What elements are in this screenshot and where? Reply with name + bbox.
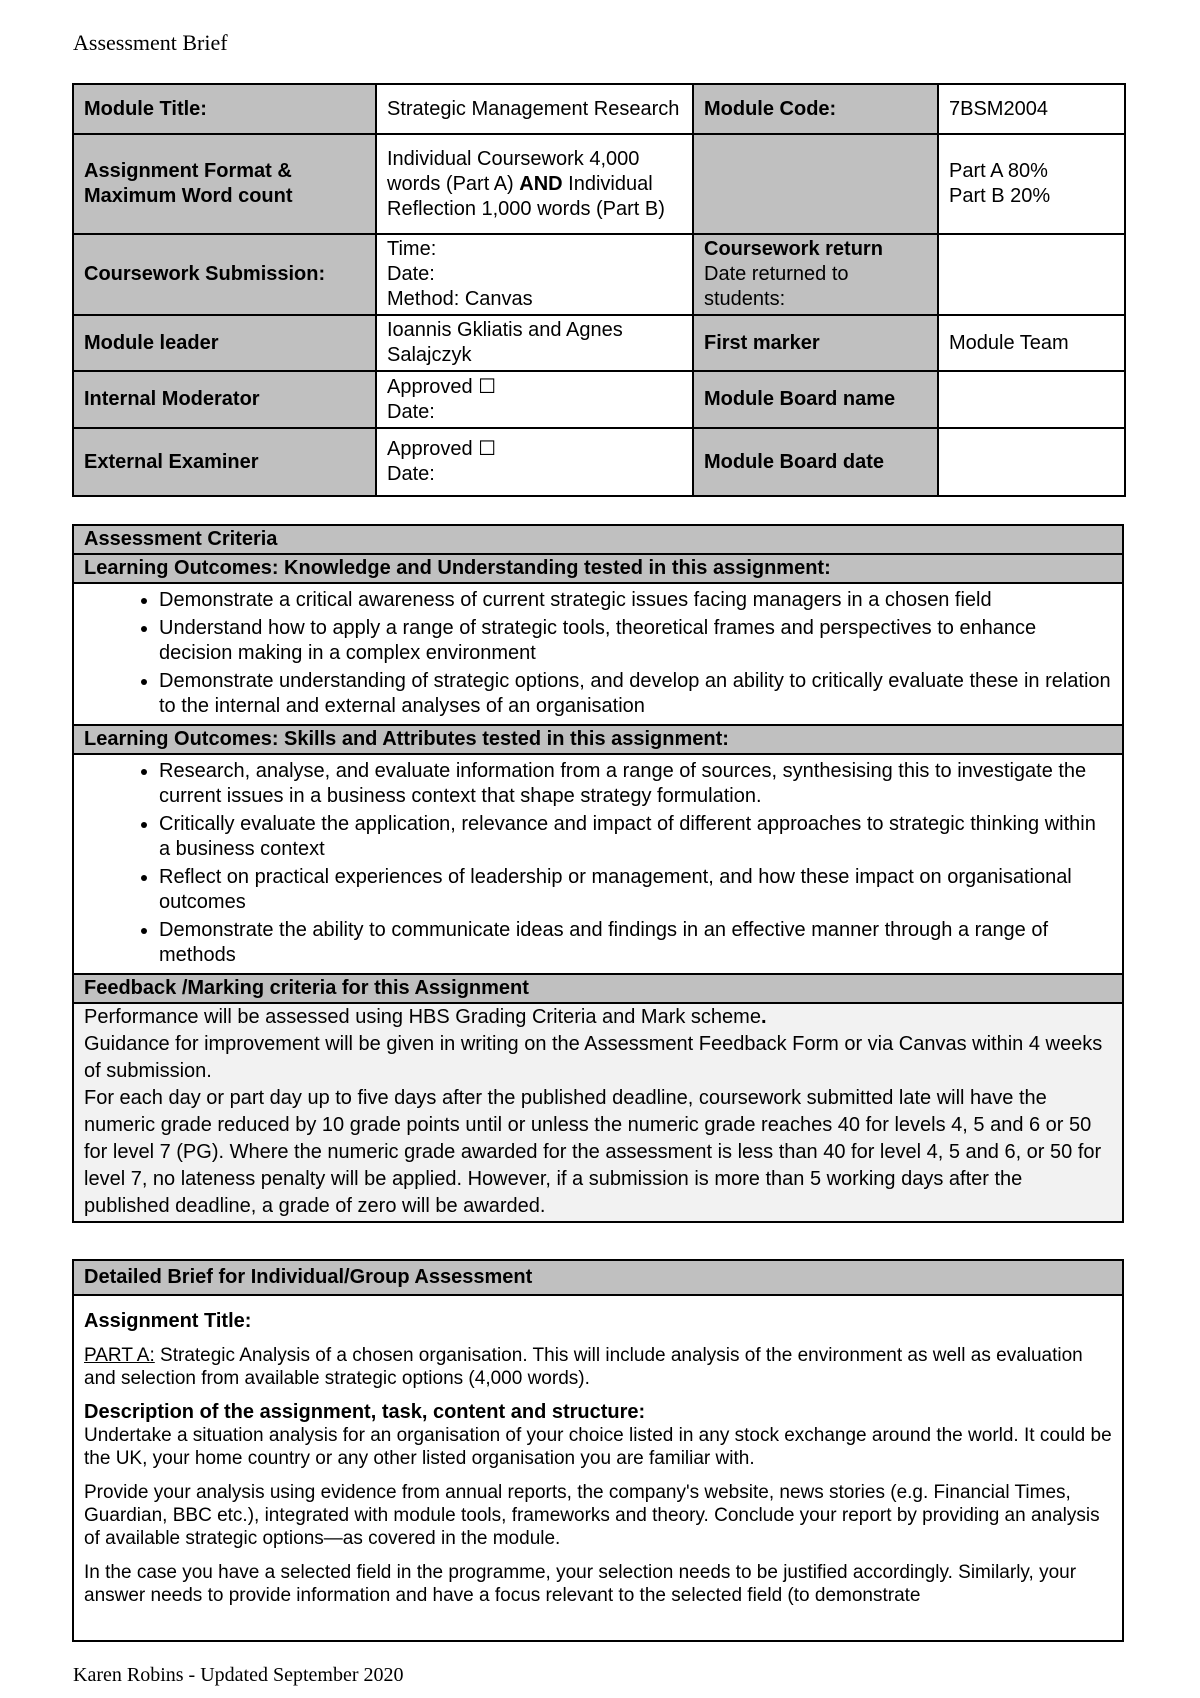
feedback-body: Performance will be assessed using HBS Grading Criteria and Mark scheme. Guidance for improvement will be given in writing on the Assessment Feedback Form or via Canvas within 4 weeks of submission. For each day or part day up to five days after the published deadline, coursework submitted late will have the numeric grade reduced by 10 grade points until or unless the numeric grade reaches 40 for levels 4, 5 and 6 or 50 for level 7 (PG). Where the numeric grade awarded for the assessment is less than 40 for level 4, 5 and 6, or 50 for level 7, no lateness penalty will be applied. However, if a submission is more than 5 working days after the published deadline, a grade of zero will be awarded. <box>74 1004 1122 1221</box>
description-paragraph: Undertake a situation analysis for an organisation of your choice listed in any stock exchange around the world. It could be the UK, your home country or any other listed organisation you are familiar with. <box>84 1425 1112 1469</box>
board-date-value <box>938 428 1125 496</box>
external-examiner-value: Approved ☐ Date: <box>376 428 693 496</box>
first-marker-label: First marker <box>693 315 938 371</box>
list-item: • Research, analyse, and evaluate information from a range of sources, synthesising this to investigate the current issues in a business context that shape strategy formulation. <box>159 759 1112 809</box>
criteria-title: Assessment Criteria <box>74 526 1122 555</box>
feedback-heading: Feedback /Marking criteria for this Assignment <box>74 973 1122 1004</box>
leader-value: Ioannis Gkliatis and Agnes Salajczyk <box>376 315 693 371</box>
description-paragraph: Provide your analysis using evidence from annual reports, the company's website, news stories (e.g. Financial Times, Guardian, BBC etc.), integrated with module tools, frameworks and theory. Conclude your report by providing an analysis of available strategic options—as covered in the module. <box>84 1482 1100 1549</box>
part-a-paragraph: PART A: Strategic Analysis of a chosen organisation. This will include analysis of the environment as well as evaluation and selection from available strategic options (4,000 words). <box>84 1345 1083 1389</box>
internal-moderator-value: Approved ☐ Date: <box>376 371 693 428</box>
brief-heading: Detailed Brief for Individual/Group Assessment <box>74 1261 1122 1296</box>
blank-label-cell <box>693 134 938 234</box>
skills-list <box>74 755 1122 973</box>
board-date-label: Module Board date <box>693 428 938 496</box>
knowledge-heading: Learning Outcomes: Knowledge and Understanding tested in this assignment: <box>74 555 1122 584</box>
page-footer: Karen Robins - Updated September 2020 <box>73 1664 404 1686</box>
list-item: • Demonstrate a critical awareness of current strategic issues facing managers in a chosen field <box>159 588 1112 613</box>
skills-heading: Learning Outcomes: Skills and Attributes tested in this assignment: <box>74 724 1122 755</box>
module-code-label: Module Code: <box>693 84 938 134</box>
format-label: Assignment Format & Maximum Word count <box>73 134 376 234</box>
list-item: • Critically evaluate the application, relevance and impact of different approaches to strategic thinking within a business context <box>159 812 1112 862</box>
approved-checkbox[interactable]: Approved ☐ <box>387 438 497 460</box>
weighting-value: Part A 80% Part B 20% <box>938 134 1125 234</box>
approved-checkbox[interactable]: Approved ☐ <box>387 375 497 398</box>
board-name-label: Module Board name <box>693 371 938 428</box>
list-item: • Demonstrate understanding of strategic options, and develop an ability to critically evaluate these in relation to the internal and external analyses of an organisation <box>159 669 1112 719</box>
internal-moderator-label: Internal Moderator <box>73 371 376 428</box>
return-value <box>938 234 1125 315</box>
module-code-value: 7BSM2004 <box>938 84 1125 134</box>
module-title-label: Module Title: <box>73 84 376 134</box>
leader-label: Module leader <box>73 315 376 371</box>
description-heading: Description of the assignment, task, content and structure: <box>84 1401 646 1423</box>
submission-label: Coursework Submission: <box>73 234 376 315</box>
detailed-brief-box <box>72 1259 1124 1642</box>
list-item: • Demonstrate the ability to communicate ideas and findings in an effective manner through a range of methods <box>159 918 1112 968</box>
assessment-criteria-box <box>72 524 1124 1223</box>
page-header: Assessment Brief <box>73 30 228 55</box>
assignment-title-label: Assignment Title: <box>84 1310 252 1332</box>
module-title-value: Strategic Management Research <box>376 84 693 134</box>
module-info-table <box>72 83 1126 497</box>
format-value: Individual Coursework 4,000 words (Part A) AND Individual Reflection 1,000 words (Part B) <box>376 134 693 234</box>
first-marker-value: Module Team <box>938 315 1125 371</box>
knowledge-list <box>74 584 1122 724</box>
description-paragraph: In the case you have a selected field in the programme, your selection needs to be justified accordingly. Similarly, your answer needs to provide information and have a focus relevant to the selected field (to demonstrate <box>84 1562 1077 1606</box>
list-item: • Reflect on practical experiences of leadership or management, and how these impact on organisational outcomes <box>159 865 1112 915</box>
return-label: Coursework return Date returned to students: <box>693 234 938 315</box>
board-name-value <box>938 371 1125 428</box>
submission-value: Time: Date: Method: Canvas <box>376 234 693 315</box>
external-examiner-label: External Examiner <box>73 428 376 496</box>
list-item: • Understand how to apply a range of strategic tools, theoretical frames and perspectives to enhance decision making in a complex environment <box>159 616 1112 666</box>
brief-body <box>74 1310 1122 1607</box>
